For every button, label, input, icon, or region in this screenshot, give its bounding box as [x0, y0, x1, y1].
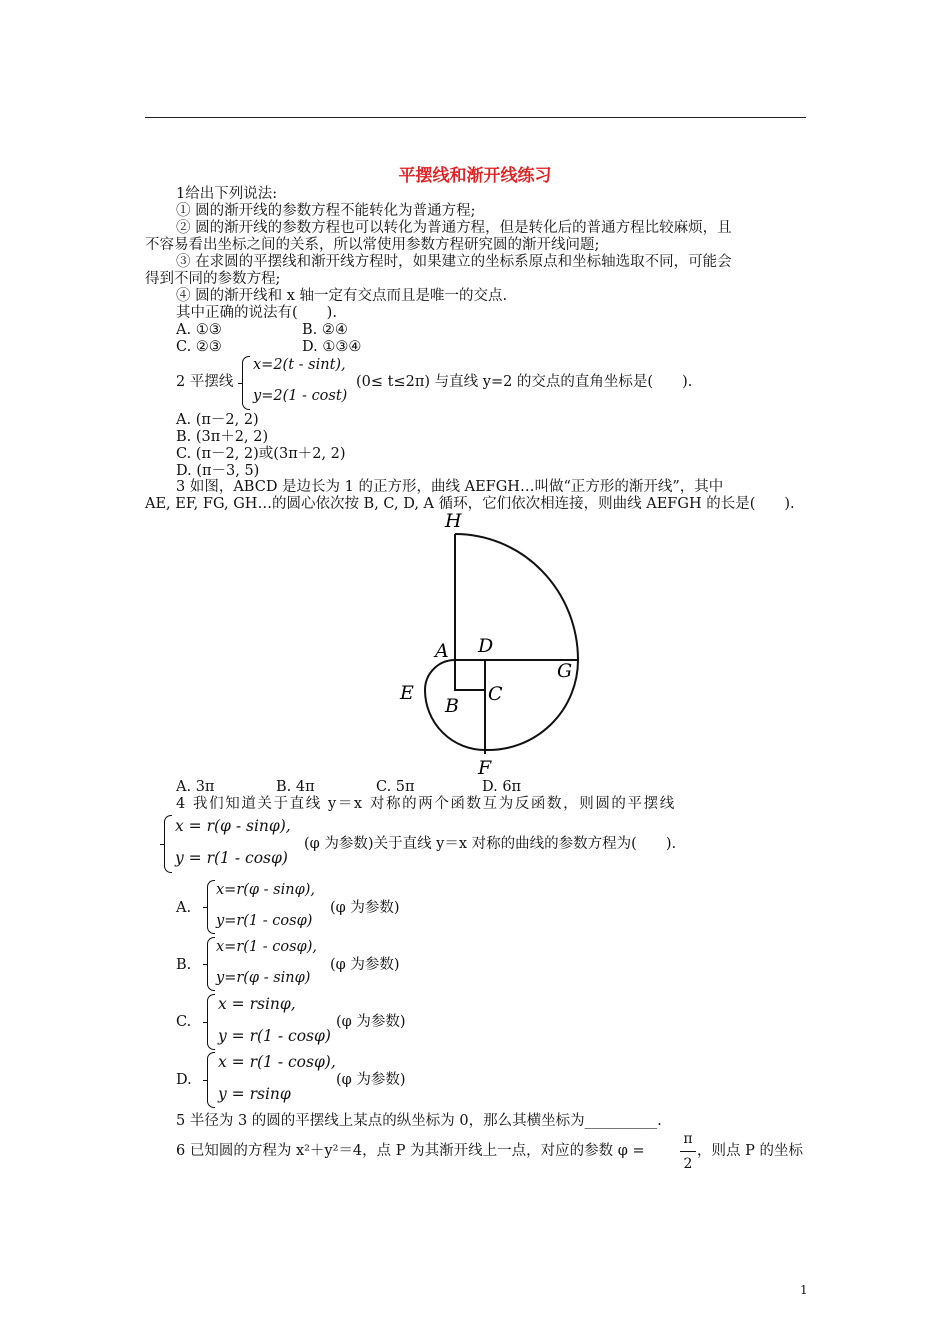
q2-option-b: B. (3π＋2, 2) [176, 429, 269, 445]
q4-option-b-brace [207, 937, 215, 991]
arc-ef [425, 690, 485, 750]
label-c: C [488, 683, 503, 705]
q3-option-a: A. 3π [176, 779, 215, 795]
q4-option-c-brace [207, 994, 215, 1050]
q2-prefix: 2 平摆线 [176, 374, 234, 390]
q3-option-d: D. 6π [482, 779, 522, 795]
q4-option-d-eq-x: x = r(1 - cosφ), [218, 1053, 336, 1071]
q4-eq-y: y = r(1 - cosφ) [175, 849, 288, 867]
arc-gh [455, 534, 578, 660]
label-g: G [557, 660, 573, 682]
q4-option-d-eq-y: y = rsinφ [218, 1085, 291, 1103]
label-h: H [445, 510, 462, 532]
q1-statement-4: ④ 圆的渐开线和 x 轴一定有交点而且是唯一的交点. [176, 288, 508, 304]
q5-text: 5 半径为 3 的圆的平摆线上某点的纵坐标为 0，那么其横坐标为__________. [176, 1113, 662, 1129]
q4-option-a-brace [207, 880, 215, 934]
q2-option-d: D. (π－3, 5) [176, 463, 260, 479]
q4-option-a-label: A. [176, 900, 192, 916]
label-e: E [400, 682, 414, 704]
q1-stem: 1给出下列说法: [176, 186, 278, 202]
q2-eq-x: x=2(t - sint), [253, 357, 346, 373]
arc-ae [425, 660, 455, 690]
q6-fraction-bar [680, 1151, 696, 1152]
q6-fraction-numerator: π [683, 1131, 693, 1147]
q1-option-d: D. ①③④ [302, 339, 362, 355]
q4-suffix: (φ 为参数)关于直线 y＝x 对称的曲线的参数方程为( ). [304, 836, 677, 852]
q4-eq-x: x = r(φ - sinφ), [175, 817, 291, 835]
q1-statement-2a: ② 圆的渐开线的参数方程也可以转化为普通方程，但是转化后的普通方程比较麻烦，且 [176, 220, 732, 236]
q2-option-c: C. (π－2, 2)或(3π＋2, 2) [176, 446, 346, 462]
square-abcd [455, 660, 485, 690]
q4-option-a-eq-y: y=r(1 - cosφ) [216, 913, 313, 929]
q3-line-2: AE, EF, FG, GH…的圆心依次按 B, C, D, A 循环，它们依次相连接，则曲线 AEFGH 的长是( ). [145, 496, 795, 512]
q4-option-c-eq-x: x = rsinφ, [218, 995, 296, 1013]
label-a: A [435, 640, 449, 662]
q4-option-a-eq-x: x=r(φ - sinφ), [216, 882, 316, 898]
q4-line-1: 4 我们知道关于直线 y＝x 对称的两个函数互为反函数，则圆的平摆线 [176, 796, 676, 812]
q1-statement-3a: ③ 在求圆的平摆线和渐开线方程时，如果建立的坐标系原点和坐标轴选取不同，可能会 [176, 254, 732, 270]
q4-option-c-eq-y: y = r(1 - cosφ) [218, 1027, 331, 1045]
q4-option-b-label: B. [176, 957, 192, 973]
q4-option-b-eq-x: x=r(1 - cosφ), [216, 939, 317, 955]
page-title: 平摆线和渐开线练习 [398, 166, 552, 186]
q4-option-c-param: (φ 为参数) [336, 1014, 406, 1030]
q4-brace [164, 815, 172, 873]
q4-option-b-eq-y: y=r(φ - sinφ) [216, 970, 311, 986]
q1-option-c: C. ②③ [176, 339, 222, 355]
arc-fg [485, 660, 578, 750]
q3-line-1: 3 如图，ABCD 是边长为 1 的正方形，曲线 AEFGH…叫做“正方形的渐开线”，其中 [176, 479, 724, 495]
q2-eq-y: y=2(1 - cost) [253, 388, 348, 404]
page-number: 1 [800, 1283, 808, 1297]
q1-statement-3b: 得到不同的参数方程; [145, 271, 281, 287]
q1-option-a: A. ①③ [176, 322, 222, 338]
q4-option-a-param: (φ 为参数) [330, 900, 400, 916]
q1-option-b: B. ②④ [302, 322, 348, 338]
q4-option-b-param: (φ 为参数) [330, 957, 400, 973]
q1-ask: 其中正确的说法有( ). [176, 305, 337, 321]
q4-option-d-label: D. [176, 1072, 192, 1088]
q6-text-b: ，则点 P 的坐标 [697, 1143, 803, 1159]
q6-fraction-denominator: 2 [683, 1156, 693, 1172]
label-f: F [478, 757, 492, 779]
q4-option-c-label: C. [176, 1014, 192, 1030]
q6-text-a: 6 已知圆的方程为 x²＋y²＝4，点 P 为其渐开线上一点，对应的参数 φ = [176, 1143, 645, 1159]
q2-suffix: (0≤ t≤2π) 与直线 y=2 的交点的直角坐标是( ). [356, 374, 693, 390]
q4-option-d-brace [207, 1052, 215, 1108]
q2-brace [242, 356, 250, 410]
q1-statement-1: ① 圆的渐开线的参数方程不能转化为普通方程; [176, 203, 476, 219]
q2-option-a: A. (π－2, 2) [176, 412, 259, 428]
header-rule [145, 117, 806, 118]
q3-option-c: C. 5π [376, 779, 415, 795]
label-b: B [445, 695, 459, 717]
label-d: D [478, 635, 494, 657]
q4-option-d-param: (φ 为参数) [336, 1072, 406, 1088]
q3-option-b: B. 4π [276, 779, 315, 795]
q1-statement-2b: 不容易看出坐标之间的关系，所以常使用参数方程研究圆的渐开线问题; [145, 237, 600, 253]
